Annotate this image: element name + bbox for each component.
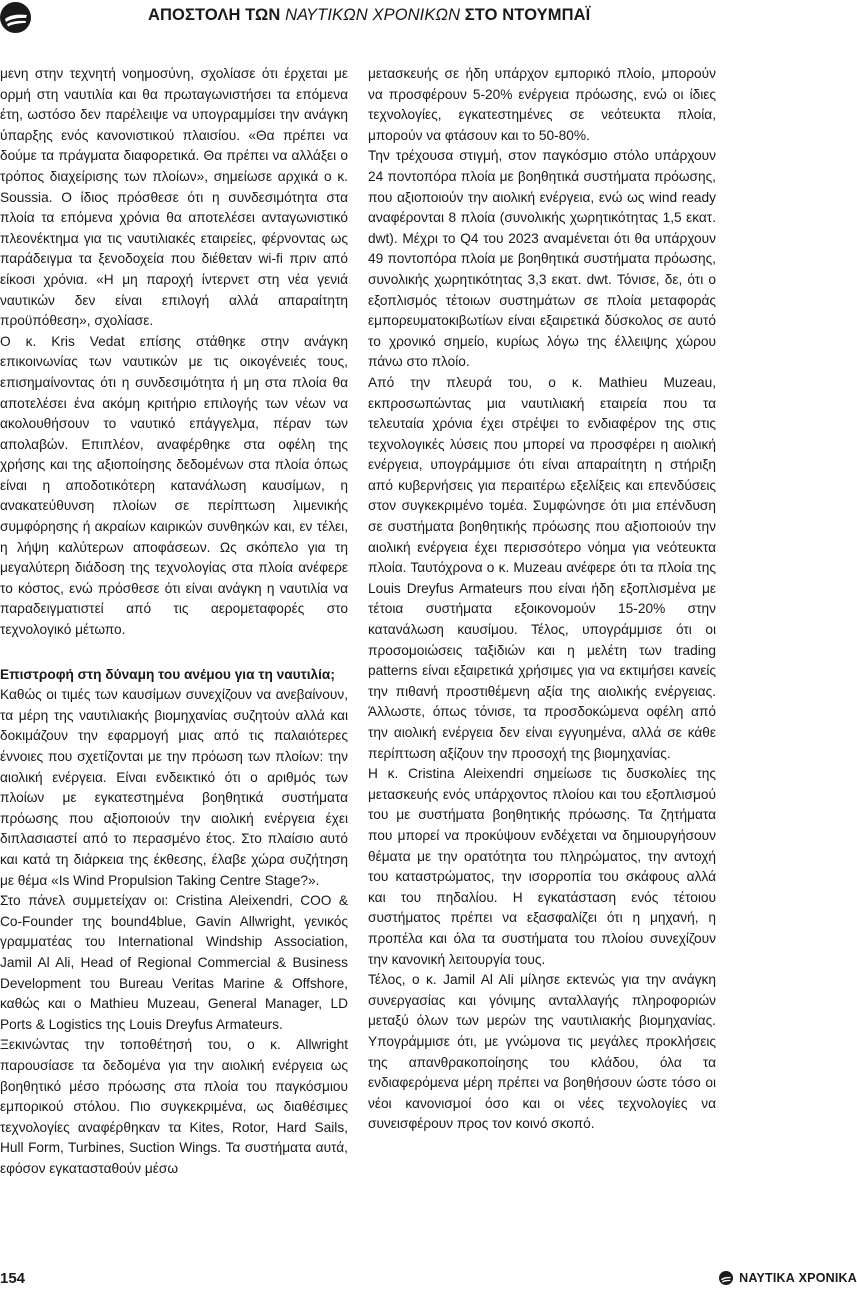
left-column [0,64,348,1179]
page-number: 154 [0,1270,26,1287]
paragraph: Η κ. Cristina Aleixendri σημείωσε τις δυσκολίες της μετασκευής ενός υπάρχοντος πλοίου και του εξοπλισμού του με συστήματα βοηθητικής πρόωσης. Τα ζητήματα που μπορεί να προκύψουν ενδέχεται να δημιουργήσουν θέματα με την ορατότητα του πληρώματος, την αντοχή του καταστρώματος, την ισορροπία του σκάφους αλλά και του πηδαλίου. Η εγκατάσταση ενός τέτοιου συστήματος πρέπει να εξασφαλίζει ότι η μηχανή, η προπέλα και όλα τα συστήματα του πλοίου συνεχίζουν την κανονική λειτουργία τους. [368,766,716,967]
paragraph: Ο κ. Kris Vedat επίσης στάθηκε στην ανάγκη επικοινωνίας των ναυτικών με τις οικογένειές τους, επισημαίνοντας ότι η συνδεσιμότητα ή μη στα πλοία θα αποτελέσει ένα ακόμη κριτήριο επιλογής των νέων να ακολουθήσουν το ναυτικό επάγγελμα, πέραν των απολαβών. Επιπλέον, αναφέρθηκε στα οφέλη της χρήσης και της αξιοποίησης δεδομένων στα πλοία όπως είναι η αποδοτικότερη κατανάλωση καυσίμων, η ανακατεύθυνση πλοίων σε περίπτωση λιμενικής συμφόρησης ή ακραίων καιρικών συνθηκών και, εν τέλει, η λήψη καλύτερων αποφάσεων. Ως σκόπελο για τη μεγαλύτερη διάδοση της τεχνολογίας στα πλοία ανέφερε το κόστος, ενώ πρόσθεσε ότι είναι ανάγκη η ναυτιλία να παραδειγματιστεί από τις αερομεταφορές στο τεχνολογικό μέτωπο. [0,333,348,638]
right-column [368,64,716,1135]
brand-logo-icon [719,1271,733,1285]
paragraph: Τέλος, ο κ. Jamil Al Ali μίλησε εκτενώς για την ανάγκη συνεργασίας και γόνιμης ανταλλαγής πληροφοριών μεταξύ όλων των μερών της ναυτιλιακής βιομηχανίας. Υπογράμμισε ότι, με γνώμονα τις μεγάλες προκλήσεις της απανθρακοποίησης του κλάδου, όλα τα ενδιαφερόμενα μέρη πρέπει να βοηθήσουν ώστε τόσο οι νέοι κανονισμοί όσο και οι νέες τεχνολογίες να συνεισφέρουν προς τον κοινό σκοπό. [368,972,716,1132]
brand-name: ΝΑΥΤΙΚΑ ΧΡΟΝΙΚΑ [739,1271,857,1285]
footer-brand [719,1268,857,1288]
paragraph: Στο πάνελ συμμετείχαν οι: Cristina Aleixendri, COO & Co-Founder της bound4blue, Gavin Allwright, γενικός γραμματέας του International Windship Association, Jamil Al Ali, Head of Regional Commercial & Business Development του Bureau Veritas Marine & Offshore, καθώς και ο Mathieu Muzeau, General Manager, LD Ports & Logistics της Louis Dreyfus Armateurs. [0,893,348,1032]
page-header [0,0,857,40]
page-title [148,6,590,25]
paragraph: μετασκευής σε ήδη υπάρχον εμπορικό πλοίο, μπορούν να προσφέρουν 5-20% ενέργεια πρόωσης, ενώ οι ίδιες τεχνολογίες, εγκατεστημένες σε νεότευκτα πλοία, μπορούν να φτάσουν και το 50-80%. [368,66,716,143]
paragraph: Από την πλευρά του, ο κ. Mathieu Muzeau, εκπροσωπώντας μια ναυτιλιακή εταιρεία που τα τελευταία χρόνια έχει στρέψει το ενδιαφέρον της στις τεχνολογικές λύσεις που μπορεί να προσφέρει η αιολική ενέργεια, υπογράμμισε ότι είναι απαραίτητη η στήριξη από κυβερνήσεις για περαιτέρω εξελίξεις και επενδύσεις στον συγκεκριμένο τομέα. Συμφώνησε ότι μια επένδυση σε συστήματα βοηθητικής πρόωσης που αξιοποιούν την αιολική ενέργεια έχει περισσότερο νόημα για νεότευκτα πλοία. Ταυτόχρονα ο κ. Muzeau ανέφερε ότι τα πλοία της Louis Dreyfus Armateurs που είναι ήδη εξοπλισμένα με τέτοια συστήματα εξοικονομούν 15-20% στην κατανάλωση καυσίμου. Τέλος, υπογράμμισε ότι οι προσομοιώσεις ταξιδιών και η μελέτη των trading patterns είναι εξαιρετικά χρήσιμες για να εκτιμήσει κανείς την πιθανή προστιθέμενη αξία της αιολικής ενέργειας. Άλλωστε, όπως τόνισε, τα προσδοκώμενα οφέλη από την αιολική ενέργεια δεν είναι εγγυημένα, αλλά σε κάθε περίπτωση αξίζουν την προσοχή της βιομηχανίας. [368,374,716,761]
section-subheading: Επιστροφή στη δύναμη του ανέμου για τη ναυτιλία; [0,666,335,682]
title-part-2: ΝΑΥΤΙΚΩΝ ΧΡΟΝΙΚΩΝ [285,6,461,24]
publication-logo-icon [0,2,31,33]
paragraph: Ξεκινώντας την τοποθέτησή του, ο κ. Allwright παρουσίασε τα δεδομένα για την αιολική ενέργεια ως βοηθητικό μέσο πρόωσης στα πλοία του παγκόσμιου εμπορικού στόλου. Πιο συγκεκριμένα, ως διαθέσιμες τεχνολογίες αναφέρθηκαν τα Kites, Rotor, Hard Sails, Hull Form, Turbines, Suction Wings. Τα συστήματα αυτά, εφόσον εγκατασταθούν μέσω [0,1037,348,1176]
title-part-3: ΣΤΟ ΝΤΟΥΜΠΑΪ [460,6,591,24]
paragraph: Καθώς οι τιμές των καυσίμων συνεχίζουν να ανεβαίνουν, τα μέρη της ναυτιλιακής βιομηχανίας συζητούν αλλά και δοκιμάζουν την εφαρμογή μιας από τις παλαιότερες έννοιες που σχετίζονται με την πρόωση των πλοίων: την αιολική ενέργεια. Είναι ενδεικτικό ότι ο αριθμός των πλοίων με εγκατεστημένα βοηθητικά συστήματα πρόωσης που αξιοποιούν την αιολική ενέργεια έχει διπλασιαστεί από το περασμένο έτος. Στο πλαίσιο αυτό και κατά τη διάρκεια της έκθεσης, έλαβε χώρα συζήτηση με θέμα «Is Wind Propulsion Taking Centre Stage?». [0,687,348,888]
paragraph: Την τρέχουσα στιγμή, στον παγκόσμιο στόλο υπάρχουν 24 ποντοπόρα πλοία με βοηθητικά συστήματα πρόωσης, που αξιοποιούν την αιολική ενέργεια, ενώ ως wind ready αναφέρονται 8 πλοία (συνολικής χωρητικότητας 1,5 εκατ. dwt). Μέχρι το Q4 του 2023 αναμένεται ότι θα υπάρχουν 49 ποντοπόρα πλοία με βοηθητικά συστήματα πρόωσης, συνολικής χωρητικότητας 3,3 εκατ. dwt. Τόνισε, δε, ότι ο εξοπλισμός τέτοιων συστημάτων σε πλοία μεταφοράς εμπορευματοκιβωτίων είναι εξαιρετικά δύσκολος σε αυτό το χρονικό σημείο, κυρίως λόγω της έλλειψης χώρου πάνω στο πλοίο. [368,148,716,370]
title-part-1: ΑΠΟΣΤΟΛΗ ΤΩΝ [148,6,286,24]
paragraph: μενη στην τεχνητή νοημοσύνη, σχολίασε ότι έρχεται με ορμή στη ναυτιλία και θα πρωταγωνιστήσει τα επόμενα έτη, ωστόσο δεν παρέλειψε να υπογραμμίσει την ανάγκη ύπαρξης ενός κανονιστικού πλαισίου. «Θα πρέπει να δούμε τα πράγματα διαφορετικά. Θα πρέπει να αλλάξει ο τρόπος διαχείρισης των πλοίων», σημείωσε αρχικά ο κ. Soussia. Ο ίδιος πρόσθεσε ότι η συνδεσιμότητα στα πλοία τα επόμενα χρόνια θα αποτελέσει ανταγωνιστικό πλεονέκτημα για τις ναυτιλιακές εταιρείες, φέρνοντας ως παράδειγμα τα ξενοδοχεία που διέθεταν wi-fi πριν από είκοσι χρόνια. «Η μη παροχή ίντερνετ στη νέα γενιά ναυτικών δεν είναι επιλογή αλλά απαραίτητη προϋπόθεση», σχολίασε. [0,66,348,329]
